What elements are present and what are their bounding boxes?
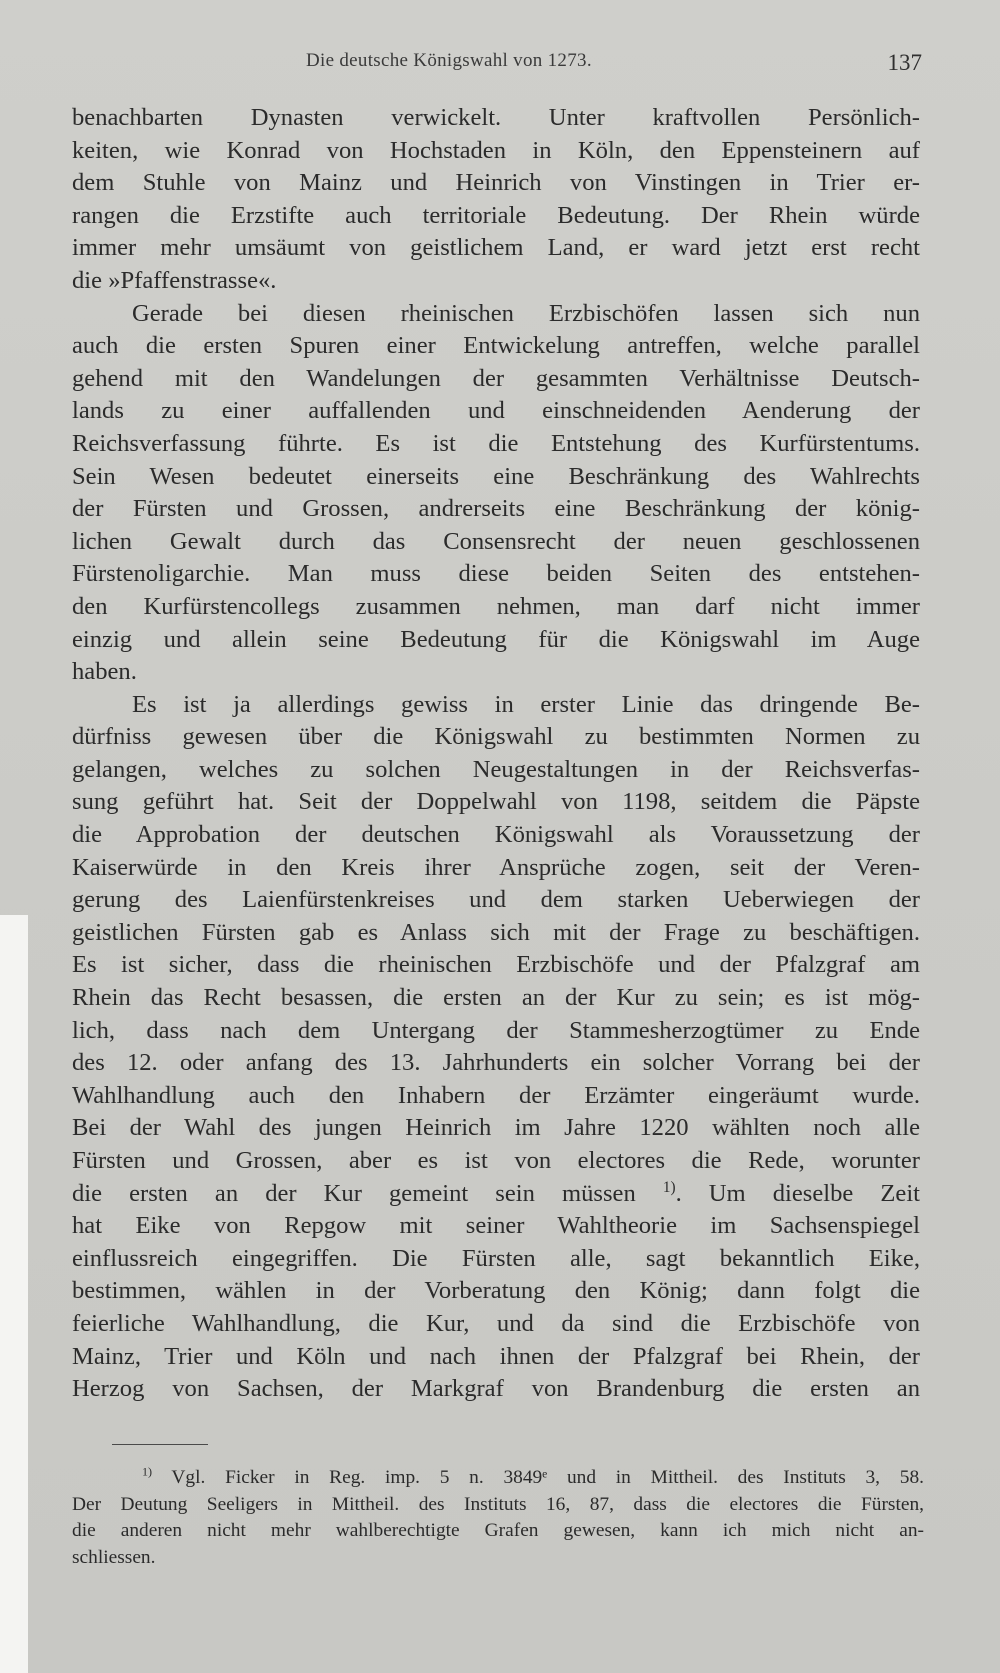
text-line: Es ist ja allerdings gewiss in erster Linie das dringende Be- [132,690,920,718]
text-line: dürfniss gewesen über die Königswahl zu bestimmten Normen zu [72,723,920,751]
text-line: des 12. oder anfang des 13. Jahrhunderts ein solcher Vorrang bei der [72,1049,920,1077]
text-line: gerung des Laienfürstenkreises und dem starken Ueberwiegen der [72,886,920,914]
text-line: die »Pfaffenstrasse«. [72,266,277,294]
text-line: gelangen, welches zu solchen Neugestaltungen in der Reichsverfas- [72,755,920,783]
text-line: keiten, wie Konrad von Hochstaden in Köln, den Eppensteinern auf [72,136,920,164]
text-line: hat Eike von Repgow mit seiner Wahltheorie im Sachsenspiegel [72,1212,920,1240]
text-line: dem Stuhle von Mainz und Heinrich von Vinstingen in Trier er- [72,169,920,197]
text-line: Kaiserwürde in den Kreis ihrer Ansprüche zogen, seit der Veren- [72,853,920,881]
text-line: rangen die Erzstifte auch territoriale Bedeutung. Der Rhein würde [72,201,920,229]
text-line: benachbarten Dynasten verwickelt. Unter kraftvollen Persönlich- [72,104,920,131]
text-line: einzig und allein seine Bedeutung für die Königswahl im Auge [72,625,920,653]
footnote-divider [112,1444,208,1445]
text-line: Fürstenoligarchie. Man muss diese beiden Seiten des entstehen- [72,560,920,588]
footnote-marker: 1) [142,1464,153,1479]
text-line: lands zu einer auffallenden und einschneidenden Aenderung der [72,397,920,425]
page-edge-strip [0,915,28,1673]
footnotes [72,1465,924,1571]
page-number: 137 [887,50,922,75]
running-title: Die deutsche Königswahl von 1273. [306,50,592,71]
text-line: Reichsverfassung führte. Es ist die Entstehung des Kurfürstentums. [72,429,920,457]
text-fragment: . Um dieselbe Zeit [675,1179,920,1207]
text-line-with-footnote-ref [72,1178,920,1211]
text-line: die Approbation der deutschen Königswahl als Voraussetzung der [72,821,920,849]
text-line: sung geführt hat. Seit der Doppelwahl von 1198, seitdem die Päpste [72,788,920,816]
footnote-line: die anderen nicht mehr wahlberechtigte Grafen gewesen, kann ich mich nicht an- [72,1520,924,1541]
text-line: haben. [72,658,137,686]
text-line: einflussreich eingegriffen. Die Fürsten alle, sagt bekanntlich Eike, [72,1244,920,1272]
footnote-line: schliessen. [72,1546,156,1568]
text-line: geistlichen Fürsten gab es Anlass sich mit der Frage zu beschäftigen. [72,918,920,946]
text-line: Wahlhandlung auch den Inhabern der Erzämter eingeräumt wurde. [72,1081,920,1109]
text-line: immer mehr umsäumt von geistlichem Land, er ward jetzt erst recht [72,234,920,262]
text-line: der Fürsten und Grossen, andrerseits eine Beschränkung der könig- [72,495,920,523]
text-line: Mainz, Trier und Köln und nach ihnen der Pfalzgraf bei Rhein, der [72,1342,920,1370]
footnote-text: Vgl. Ficker in Reg. imp. 5 n. 3849ᵉ und in Mittheil. des Instituts 3, 58. [171,1467,924,1488]
text-line: lich, dass nach dem Untergang der Stammesherzogtümer zu Ende [72,1016,920,1044]
text-line: Rhein das Recht besassen, die ersten an der Kur zu sein; es ist mög- [72,984,920,1012]
text-line: Bei der Wahl des jungen Heinrich im Jahre 1220 wählten noch alle [72,1114,920,1142]
text-line: Sein Wesen bedeutet einerseits eine Beschränkung des Wahlrechts [72,462,920,490]
text-line: Gerade bei diesen rheinischen Erzbischöfen lassen sich nun [132,299,920,327]
text-line: lichen Gewalt durch das Consensrecht der neuen geschlossenen [72,527,920,555]
footnote-line: Der Deutung Seeligers in Mittheil. des Instituts 16, 87, dass die electores die Fürsten, [72,1493,924,1515]
footnote-ref[interactable]: 1) [662,1178,676,1196]
body-text [72,102,920,1406]
text-fragment: die ersten an der Kur gemeint sein müssen [72,1179,636,1207]
text-line: feierliche Wahlhandlung, die Kur, und da sind die Erzbischöfe von [72,1309,920,1337]
page-header [72,46,930,86]
text-line: auch die ersten Spuren einer Entwickelung antreffen, welche parallel [72,332,920,360]
text-line: den Kurfürstencollegs zusammen nehmen, man darf nicht immer [72,592,920,620]
text-line: Fürsten und Grossen, aber es ist von electores die Rede, worunter [72,1147,920,1174]
footnote-line [72,1465,924,1492]
text-line: Es ist sicher, dass die rheinischen Erzbischöfe und der Pfalzgraf am [72,951,920,979]
text-line: gehend mit den Wandelungen der gesammten Verhältnisse Deutsch- [72,364,920,392]
text-line: Herzog von Sachsen, der Markgraf von Brandenburg die ersten an [72,1375,920,1403]
text-line: bestimmen, wählen in der Vorberatung den König; dann folgt die [72,1277,920,1305]
